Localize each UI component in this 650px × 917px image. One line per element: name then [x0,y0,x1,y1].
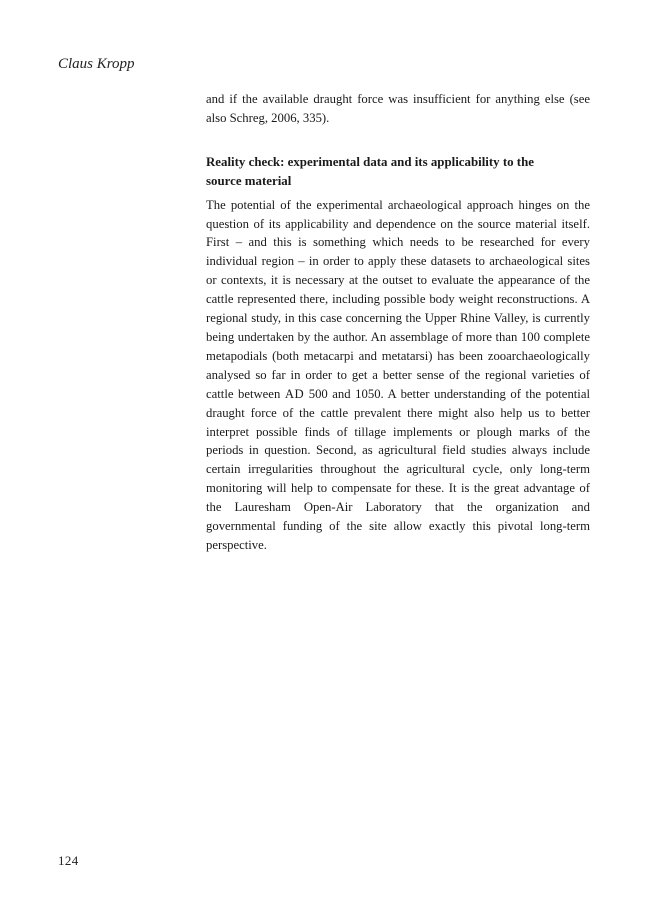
era-label: AD [284,386,305,401]
continued-paragraph: and if the available draught force was insufficient for anything else (see also Schreg, 2006, 335). [206,92,590,125]
main-text-column [206,90,590,555]
section-heading: Reality check: experimental data and its applicability to the source material [206,154,534,188]
page-number: 124 [58,853,79,868]
section-paragraph-part1: The potential of the experimental archaeological approach hinges on the question of its applicability and dependence on the source material itself. First – and this is something which needs to be researched for every individual region – in order to apply these datasets to archaeological sites or contexts, it is necessary at the outset to evaluate the appearance of the cattle represented there, including possible body weight reconstructions. A regional study, in this case concerning the Upper Rhine Valley, is currently being undertaken by the author. An assemblage of more than 100 complete metapodials (both metacarpi and metatarsi) has been zooarchaeologically analysed so far in order to get a better sense of the regional varieties of cattle between [206,197,590,401]
running-header-author: Claus Kropp [58,56,135,72]
section-paragraph [206,196,590,555]
section-paragraph-part2: 500 and 1050. A better understanding of the potential draught force of the cattle prevalent there might also help us to better interpret possible finds of tillage implements or plough marks of the periods in question. Second, as agricultural field studies always include certain irregularities throughout the agricultural cycle, only long-term monitoring will help to compensate for these. It is the great advantage of the Lauresham Open-Air Laboratory that the organization and governmental funding of the site allow exactly this pivotal long-term perspective. [206,386,590,552]
